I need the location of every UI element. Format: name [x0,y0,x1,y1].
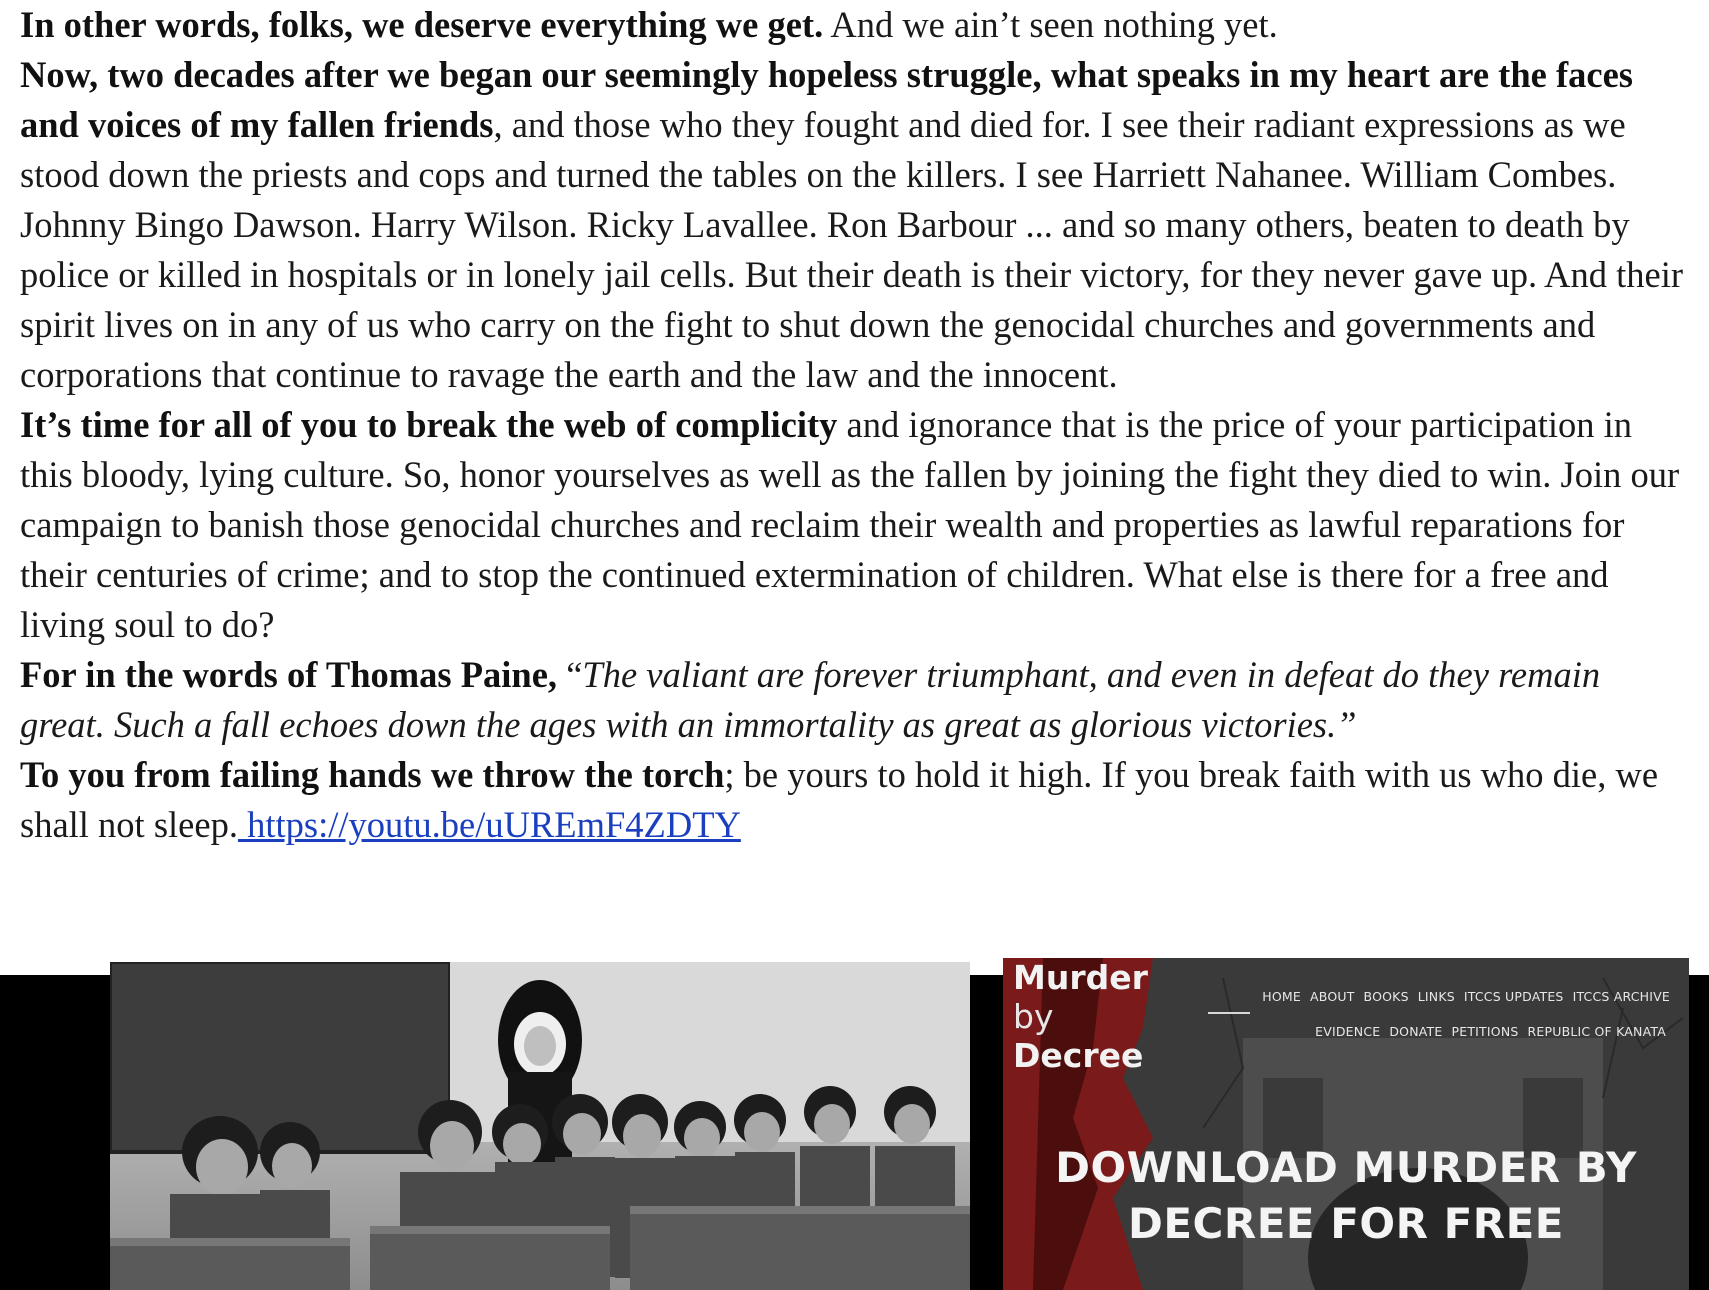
paine-quote: The valiant are forever triumphant, and even in defeat do they remain great. Such a fall echoes down the ages with an immortality as great as glorious victories. [20,654,1601,745]
headline-line-1: DOWNLOAD MURDER BY [1055,1143,1637,1192]
paragraph-5 [20,750,1690,850]
murder-by-decree-banner[interactable] [1003,958,1689,1290]
logo-line-by: by [1013,997,1054,1036]
nav-menu-secondary [1315,1024,1675,1039]
classroom-photo-graphic [110,962,970,1290]
classroom-photo [110,962,970,1290]
nav-item-home[interactable]: HOME [1262,989,1302,1004]
nav-menu-primary [1262,989,1679,1004]
paragraph-5-text: ; be yours to hold it high. If you break faith with us who die, we shall not sleep. [20,754,1659,845]
site-logo[interactable] [1013,958,1148,1075]
nav-item-republic-of-kanata[interactable]: REPUBLIC OF KANATA [1527,1024,1666,1039]
nav-active-underline [1208,1012,1250,1014]
paragraph-2-bold: Now, two decades after we began our seemingly hopeless struggle, what speaks in my heart are the faces and voices of my fallen friends [20,54,1633,145]
paragraph-2 [20,50,1690,400]
paragraph-5-bold: To you from failing hands we throw the torch [20,754,725,795]
paragraph-2-text: , and those who they fought and died for. I see their radiant expressions as we stood down the priests and cops and turned the tables on the killers. I see Harriett Nahanee. William Combes. Johnny Bingo Dawson. Harry Wilson. Ricky Lavallee. Ron Barbour ... and so many others, beaten to death by police or killed in hospitals or in lonely jail cells. But their death is their victory, for they never gave up. And their spirit lives on in any of us who carry on the fight to shut down the genocidal churches and governments and corporations that continue to ravage the earth and the law and the innocent. [20,104,1684,395]
nav-item-donate[interactable]: DONATE [1389,1024,1443,1039]
logo-line-murder: Murder [1013,958,1148,997]
nav-item-links[interactable]: LINKS [1417,989,1455,1004]
paragraph-3 [20,400,1690,650]
download-headline[interactable] [1003,1140,1689,1252]
nav-item-petitions[interactable]: PETITIONS [1451,1024,1519,1039]
nav-item-evidence[interactable]: EVIDENCE [1315,1024,1381,1039]
nav-item-itccs-archive[interactable]: ITCCS ARCHIVE [1572,989,1670,1004]
paragraph-3-text: and ignorance that is the price of your participation in this bloody, lying culture. So, honor yourselves as well as the fallen by joining the fight they died to win. Join our campaign to banish those genocidal churches and reclaim their wealth and properties as lawful reparations for their centuries of crime; and to stop the continued extermination of children. What else is there for a free and living soul to do? [20,404,1680,645]
paragraph-3-bold: It’s time for all of you to break the web of complicity [20,404,838,445]
nav-item-about[interactable]: ABOUT [1310,989,1355,1004]
paragraph-4-bold: For in the words of Thomas Paine, [20,654,558,695]
nav-item-books[interactable]: BOOKS [1363,989,1409,1004]
close-quote-mark: ” [1336,704,1357,745]
youtube-link[interactable]: https://youtu.be/uUREmF4ZDTY [237,804,741,845]
headline-line-2: DECREE FOR FREE [1128,1199,1564,1248]
paragraph-4 [20,650,1690,750]
nav-item-itccs-updates[interactable]: ITCCS UPDATES [1463,989,1564,1004]
paragraph-1-bold: In other words, folks, we deserve everything we get. [20,4,824,45]
open-quote-mark: “ [557,654,583,695]
paragraph-1 [20,0,1690,50]
paragraph-1-text: And we ain’t seen nothing yet. [823,4,1278,45]
logo-line-decree: Decree [1013,1036,1144,1075]
article-text [20,0,1690,850]
